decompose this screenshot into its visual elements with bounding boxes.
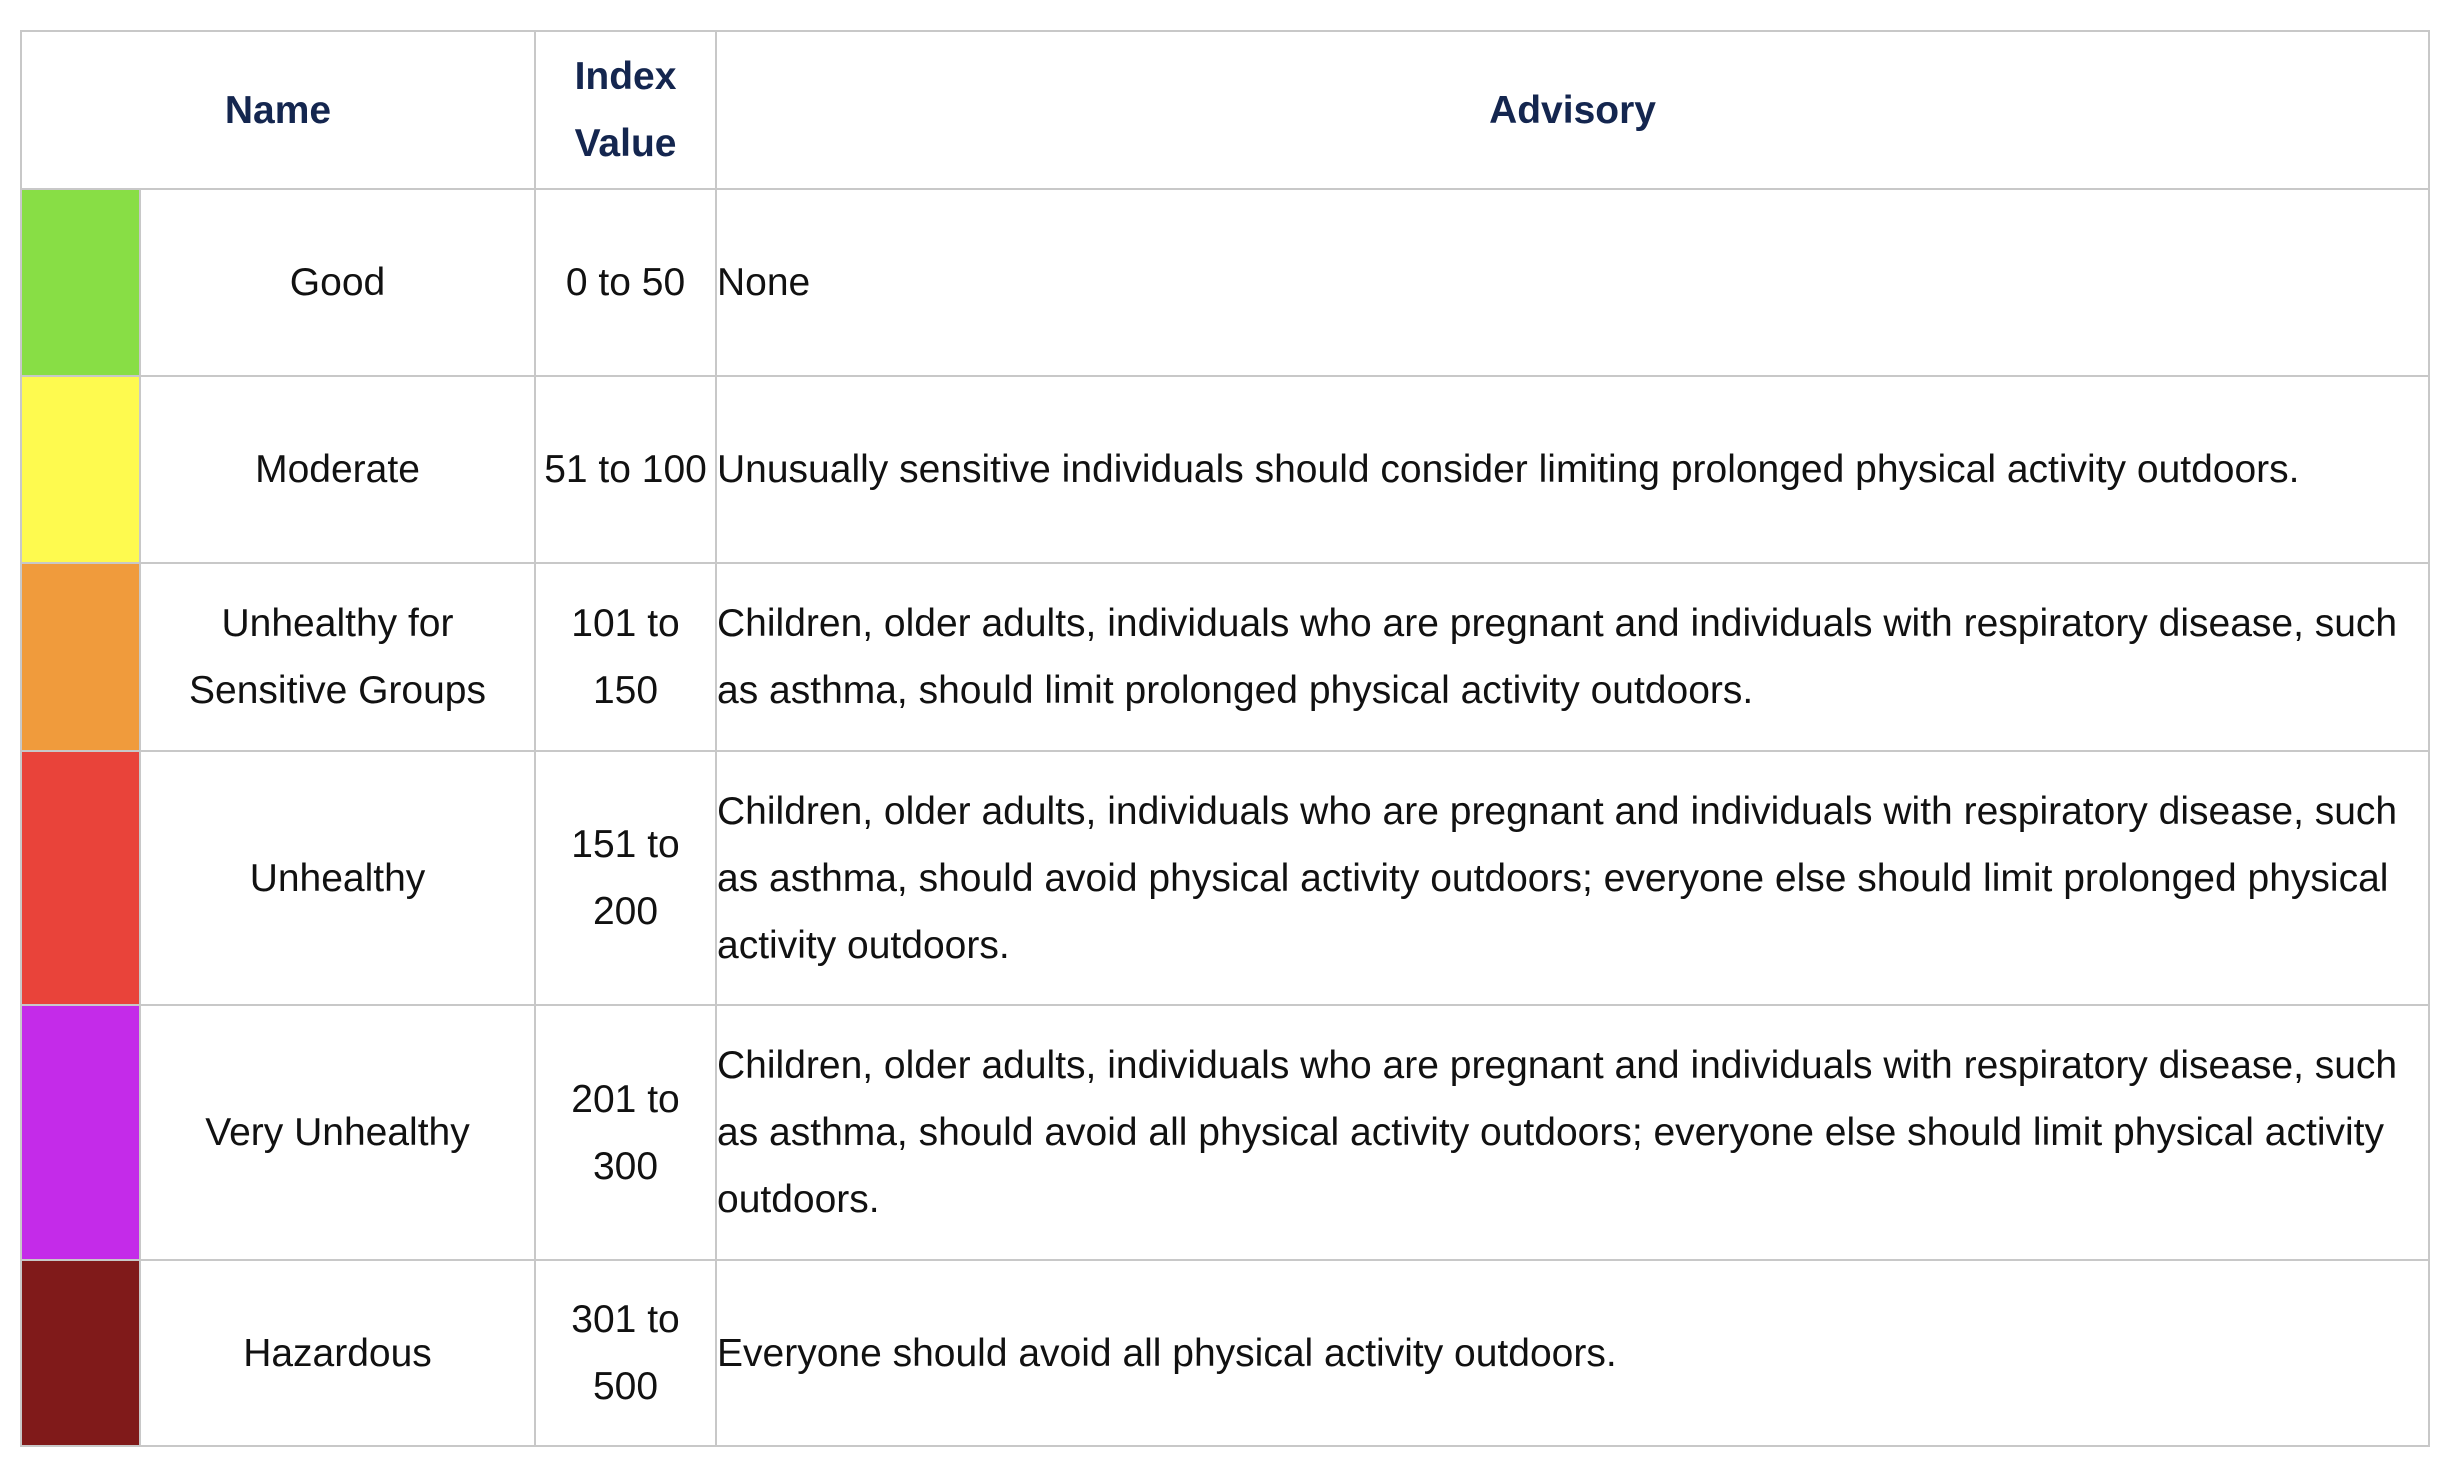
table-row [21,376,2429,563]
header-name: Name [21,31,535,189]
index-value: 151 to 200 [535,751,716,1005]
color-swatch [21,751,140,1005]
category-name: Unhealthy [140,751,535,1005]
table-row [21,1005,2429,1260]
color-swatch [21,563,140,751]
color-swatch [21,376,140,563]
category-name: Very Unhealthy [140,1005,535,1260]
header-advisory: Advisory [716,31,2429,189]
category-name: Hazardous [140,1260,535,1446]
color-swatch [21,1005,140,1260]
advisory-text: Children, older adults, individuals who are pregnant and individuals with respiratory disease, such as asthma, should avoid all physical activity outdoors; everyone else should limit physical activity outdoors. [716,1005,2429,1260]
index-value: 301 to 500 [535,1260,716,1446]
advisory-text: Children, older adults, individuals who are pregnant and individuals with respiratory disease, such as asthma, should avoid physical activity outdoors; everyone else should limit prolonged physical activity outdoors. [716,751,2429,1005]
index-value: 201 to 300 [535,1005,716,1260]
index-value: 51 to 100 [535,376,716,563]
header-index-value: Index Value [535,31,716,189]
advisory-text: Everyone should avoid all physical activity outdoors. [716,1260,2429,1446]
category-name: Good [140,189,535,376]
category-name: Unhealthy for Sensitive Groups [140,563,535,751]
index-value: 101 to 150 [535,563,716,751]
table-row [21,563,2429,751]
table-row [21,189,2429,376]
aqi-table [20,30,2430,1447]
table-row [21,751,2429,1005]
category-name: Moderate [140,376,535,563]
index-value: 0 to 50 [535,189,716,376]
table-row [21,1260,2429,1446]
table-header-row [21,31,2429,189]
color-swatch [21,189,140,376]
advisory-text: Unusually sensitive individuals should consider limiting prolonged physical activity outdoors. [716,376,2429,563]
advisory-text: None [716,189,2429,376]
color-swatch [21,1260,140,1446]
advisory-text: Children, older adults, individuals who are pregnant and individuals with respiratory disease, such as asthma, should limit prolonged physical activity outdoors. [716,563,2429,751]
